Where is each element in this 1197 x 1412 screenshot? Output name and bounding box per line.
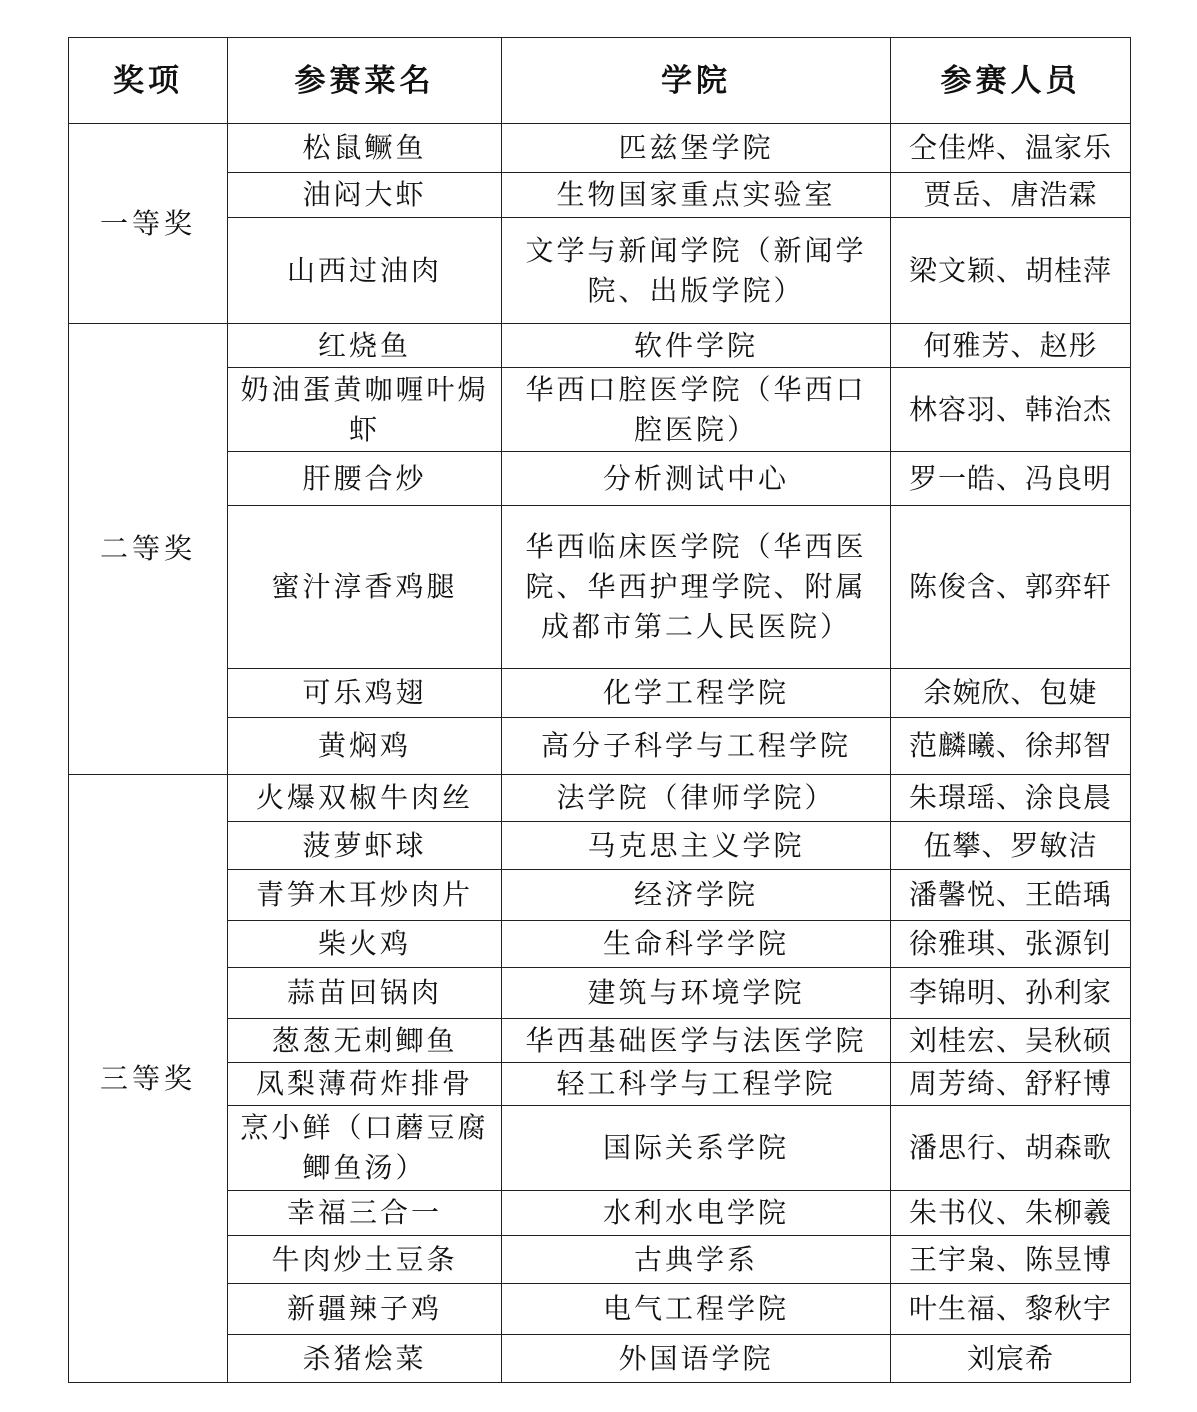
people-cell: 伍攀、罗敏洁 — [891, 822, 1131, 870]
dish-cell: 幸福三合一 — [228, 1191, 502, 1236]
people-cell: 徐雅琪、张源钊 — [891, 921, 1131, 968]
people-cell: 潘馨悦、王皓瑀 — [891, 870, 1131, 921]
table-row — [69, 921, 1131, 968]
college-cell: 国际关系学院 — [502, 1106, 891, 1191]
college-cell: 文学与新闻学院（新闻学院、出版学院） — [502, 218, 891, 324]
dish-cell: 葱葱无刺鲫鱼 — [228, 1019, 502, 1063]
people-cell: 朱璟瑶、涂良晨 — [891, 775, 1131, 822]
table-row — [69, 822, 1131, 870]
people-cell: 何雅芳、赵彤 — [891, 324, 1131, 368]
college-cell: 匹兹堡学院 — [502, 124, 891, 173]
college-cell: 建筑与环境学院 — [502, 968, 891, 1019]
college-cell: 软件学院 — [502, 324, 891, 368]
college-cell: 法学院（律师学院） — [502, 775, 891, 822]
table-row — [69, 968, 1131, 1019]
table-header — [69, 38, 1131, 124]
college-cell: 生物国家重点实验室 — [502, 173, 891, 218]
people-cell: 刘宸希 — [891, 1335, 1131, 1383]
people-cell: 周芳绮、舒籽博 — [891, 1063, 1131, 1106]
dish-cell: 烹小鲜（口蘑豆腐鲫鱼汤） — [228, 1106, 502, 1191]
college-cell: 分析测试中心 — [502, 452, 891, 506]
table-row — [69, 368, 1131, 452]
people-cell: 罗一皓、冯良明 — [891, 452, 1131, 506]
people-cell: 仝佳烨、温家乐 — [891, 124, 1131, 173]
dish-cell: 黄焖鸡 — [228, 718, 502, 775]
people-cell: 刘桂宏、吴秋硕 — [891, 1019, 1131, 1063]
people-cell: 王宇枭、陈昱博 — [891, 1236, 1131, 1284]
table-row — [69, 124, 1131, 173]
dish-cell: 油闷大虾 — [228, 173, 502, 218]
college-cell: 华西口腔医学院（华西口腔医院） — [502, 368, 891, 452]
header-people: 参赛人员 — [891, 38, 1131, 124]
table-row — [69, 1335, 1131, 1383]
dish-cell: 松鼠鳜鱼 — [228, 124, 502, 173]
dish-cell: 肝腰合炒 — [228, 452, 502, 506]
table-row — [69, 1019, 1131, 1063]
dish-cell: 新疆辣子鸡 — [228, 1284, 502, 1335]
table-row — [69, 324, 1131, 368]
college-cell: 马克思主义学院 — [502, 822, 891, 870]
table-row — [69, 1063, 1131, 1106]
dish-cell: 可乐鸡翅 — [228, 669, 502, 718]
header-college: 学院 — [502, 38, 891, 124]
dish-cell: 杀猪烩菜 — [228, 1335, 502, 1383]
college-cell: 轻工科学与工程学院 — [502, 1063, 891, 1106]
dish-cell: 青笋木耳炒肉片 — [228, 870, 502, 921]
award-cell: 三等奖 — [69, 775, 228, 1383]
people-cell: 余婉欣、包婕 — [891, 669, 1131, 718]
dish-cell: 柴火鸡 — [228, 921, 502, 968]
people-cell: 梁文颖、胡桂萍 — [891, 218, 1131, 324]
table-row — [69, 775, 1131, 822]
dish-cell: 红烧鱼 — [228, 324, 502, 368]
table-row — [69, 1284, 1131, 1335]
college-cell: 水利水电学院 — [502, 1191, 891, 1236]
people-cell: 林容羽、韩治杰 — [891, 368, 1131, 452]
table-row — [69, 1106, 1131, 1191]
table-row — [69, 1191, 1131, 1236]
header-row — [69, 38, 1131, 124]
people-cell: 贾岳、唐浩霖 — [891, 173, 1131, 218]
table-row — [69, 173, 1131, 218]
dish-cell: 山西过油肉 — [228, 218, 502, 324]
college-cell: 华西临床医学院（华西医院、华西护理学院、附属成都市第二人民医院） — [502, 506, 891, 669]
college-cell: 生命科学学院 — [502, 921, 891, 968]
dish-cell: 蜜汁淳香鸡腿 — [228, 506, 502, 669]
award-cell: 二等奖 — [69, 324, 228, 775]
college-cell: 高分子科学与工程学院 — [502, 718, 891, 775]
college-cell: 电气工程学院 — [502, 1284, 891, 1335]
people-cell: 李锦明、孙利家 — [891, 968, 1131, 1019]
dish-cell: 火爆双椒牛肉丝 — [228, 775, 502, 822]
table-row — [69, 506, 1131, 669]
people-cell: 陈俊含、郭弈轩 — [891, 506, 1131, 669]
dish-cell: 蒜苗回锅肉 — [228, 968, 502, 1019]
dish-cell: 菠萝虾球 — [228, 822, 502, 870]
table-row — [69, 452, 1131, 506]
people-cell: 范麟曦、徐邦智 — [891, 718, 1131, 775]
table-body — [69, 124, 1131, 1383]
header-dish: 参赛菜名 — [228, 38, 502, 124]
people-cell: 叶生福、黎秋宇 — [891, 1284, 1131, 1335]
dish-cell: 奶油蛋黄咖喱叶焗虾 — [228, 368, 502, 452]
table-row — [69, 1236, 1131, 1284]
table-row — [69, 218, 1131, 324]
table-row — [69, 870, 1131, 921]
people-cell: 朱书仪、朱柳羲 — [891, 1191, 1131, 1236]
college-cell: 经济学院 — [502, 870, 891, 921]
dish-cell: 牛肉炒土豆条 — [228, 1236, 502, 1284]
college-cell: 华西基础医学与法医学院 — [502, 1019, 891, 1063]
table-row — [69, 718, 1131, 775]
award-cell: 一等奖 — [69, 124, 228, 324]
header-award: 奖项 — [69, 38, 228, 124]
table-row — [69, 669, 1131, 718]
college-cell: 化学工程学院 — [502, 669, 891, 718]
college-cell: 外国语学院 — [502, 1335, 891, 1383]
dish-cell: 凤梨薄荷炸排骨 — [228, 1063, 502, 1106]
award-table — [68, 37, 1131, 1383]
college-cell: 古典学系 — [502, 1236, 891, 1284]
people-cell: 潘思行、胡森歌 — [891, 1106, 1131, 1191]
